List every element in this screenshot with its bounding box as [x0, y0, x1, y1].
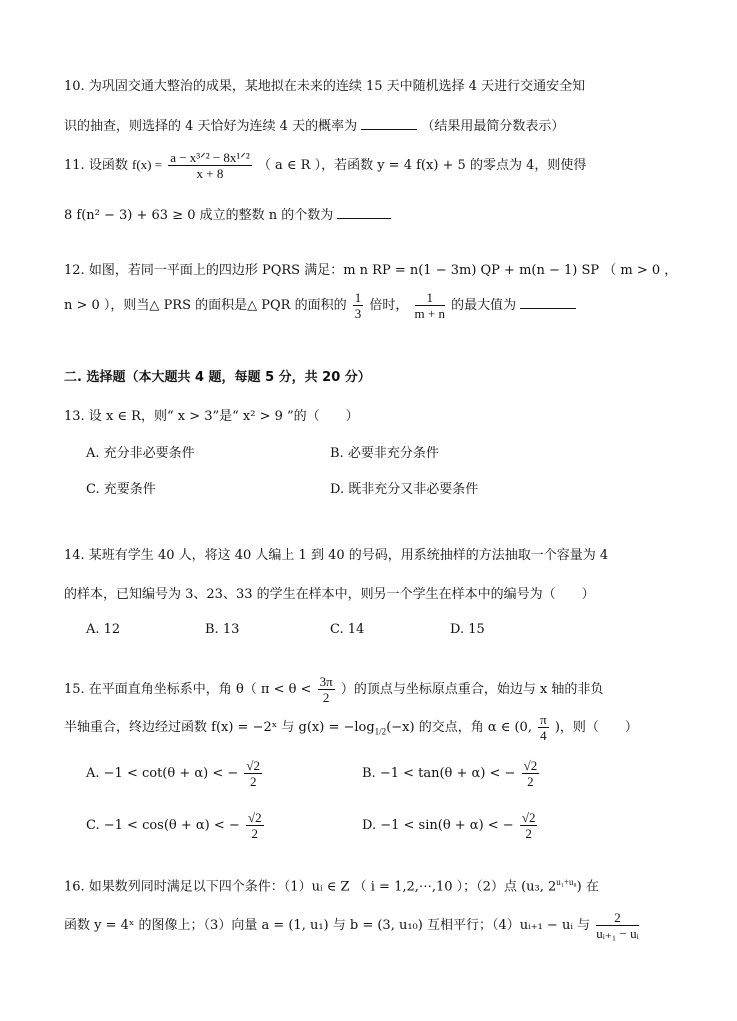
sqrt2-over-2: $\frac{√2}{2}$	[523, 758, 538, 789]
q11-line2: 8 f(n² − 3) + 63 ≥ 0 成立的整数 n 的个数为	[64, 206, 391, 225]
q14-line1: 14. 某班有学生 40 人，将这 40 人编上 1 到 40 的号码，用系统抽样的方法抽取一个容量为 4	[64, 548, 609, 563]
q13-option-c[interactable]: C. 充要条件	[86, 482, 156, 497]
q10-line1: 10. 为巩固交通大整治的成果，某地拟在未来的连续 15 天中随机选择 4 天进行交通安全知	[64, 79, 586, 94]
q16-line2: 函数 y = 4ˣ 的图像上；（3）向量 a = (1, u₁) 与 b = (3, u₁₀) 互相平行；（4）uᵢ₊₁ − uᵢ 与 $\frac{2}{\text{uᵢ₊₁ − uᵢ}}$	[64, 910, 639, 941]
q14-option-d[interactable]: D. 15	[450, 622, 485, 637]
section-title: 二. 选择题（本大题共 4 题，每题 5 分，共 20 分）	[64, 370, 371, 385]
sqrt2-over-2: $\frac{√2}{2}$	[521, 810, 536, 841]
q13-option-b[interactable]: B. 必要非充分条件	[330, 446, 439, 461]
q16-line1: 16. 如果数列同时满足以下四个条件：（1）uᵢ ∈ Z （ i = 1,2,⋯,10 ）；（2）点 (u₃, $2^{u_1+u_8}$) 在	[64, 877, 599, 895]
q15-option-b[interactable]: B. −1 < tan(θ + α) < − $\frac{√2}{2}$	[362, 758, 538, 789]
q12-answer-blank[interactable]	[520, 296, 576, 309]
q15-option-a[interactable]: A. −1 < cot(θ + α) < − $\frac{√2}{2}$	[86, 758, 261, 789]
pi-over-four: $\frac{\pi}{4}$	[540, 712, 547, 743]
q15-option-d[interactable]: D. −1 < sin(θ + α) < − $\frac{√2}{2}$	[362, 810, 536, 841]
one-third-fraction: $\frac{1}{3}$	[354, 290, 362, 321]
reciprocal-fraction: $\frac{1}{m + n}$	[414, 290, 445, 321]
q13-stem: 13. 设 x ∈ R，则“ x > 3”是“ x² > 9 ”的（ ）	[64, 409, 359, 424]
q12-line1: 12. 如图，若同一平面上的四边形 PQRS 满足：m n RP = n(1 − 3m) QP + m(n − 1) SP （ m > 0 ，	[64, 263, 678, 278]
q15-line1: 15. 在平面直角坐标系中，角 θ（ π < θ < $\frac{3\pi}{2}$ ）的顶点与坐标原点重合，始边与 x 轴的非负	[64, 674, 604, 705]
q14-option-c[interactable]: C. 14	[330, 622, 365, 637]
three-pi-over-two: $\frac{3\pi}{2}$	[319, 674, 333, 705]
q16-fraction: $\frac{2}{\text{uᵢ₊₁ − uᵢ}}$	[596, 910, 639, 941]
q11-answer-blank[interactable]	[337, 206, 391, 219]
sqrt2-over-2: $\frac{√2}{2}$	[246, 758, 261, 789]
q14-option-a[interactable]: A. 12	[86, 622, 121, 637]
q11-line1: 11. 设函数 f(x) = $\frac{\text{a − x³ᐟ² − 8x¹ᐟ²}}{x + 8}$ （ a ∈ R ），若函数 y = 4 f(x) + 5 的零点为 4，则使得	[64, 150, 587, 181]
q10-line2: 识的抽查，则选择的 4 天恰好为连续 4 天的概率为 （结果用最简分数表示）	[64, 119, 565, 134]
q11-fraction: $\frac{\text{a − x³ᐟ² − 8x¹ᐟ²}}{x + 8}$	[170, 150, 250, 181]
q12-line2: n > 0 ），则当△ PRS 的面积是△ PQR 的面积的 $\frac{1}{3}$ 倍时， $\frac{1}{m + n}$ 的最大值为	[64, 290, 576, 321]
q13-option-d[interactable]: D. 既非充分又非必要条件	[330, 482, 479, 497]
sqrt2-over-2: $\frac{√2}{2}$	[247, 810, 262, 841]
q14-option-b[interactable]: B. 13	[205, 622, 240, 637]
q15-option-c[interactable]: C. −1 < cos(θ + α) < − $\frac{√2}{2}$	[86, 810, 262, 841]
q13-option-a[interactable]: A. 充分非必要条件	[86, 446, 195, 461]
q15-line2: 半轴重合，终边经过函数 f(x) = −2ˣ 与 $g(x) = -\log_{1/2}(-x)$ 的交点，角 α ∈ (0, $\frac{\pi}{4}$ )，则（ ）	[64, 712, 638, 743]
q10-answer-blank[interactable]	[361, 117, 417, 130]
q14-line2: 的样本，已知编号为 3、23、33 的学生在样本中，则另一个学生在样本中的编号为（ ）	[64, 587, 595, 602]
